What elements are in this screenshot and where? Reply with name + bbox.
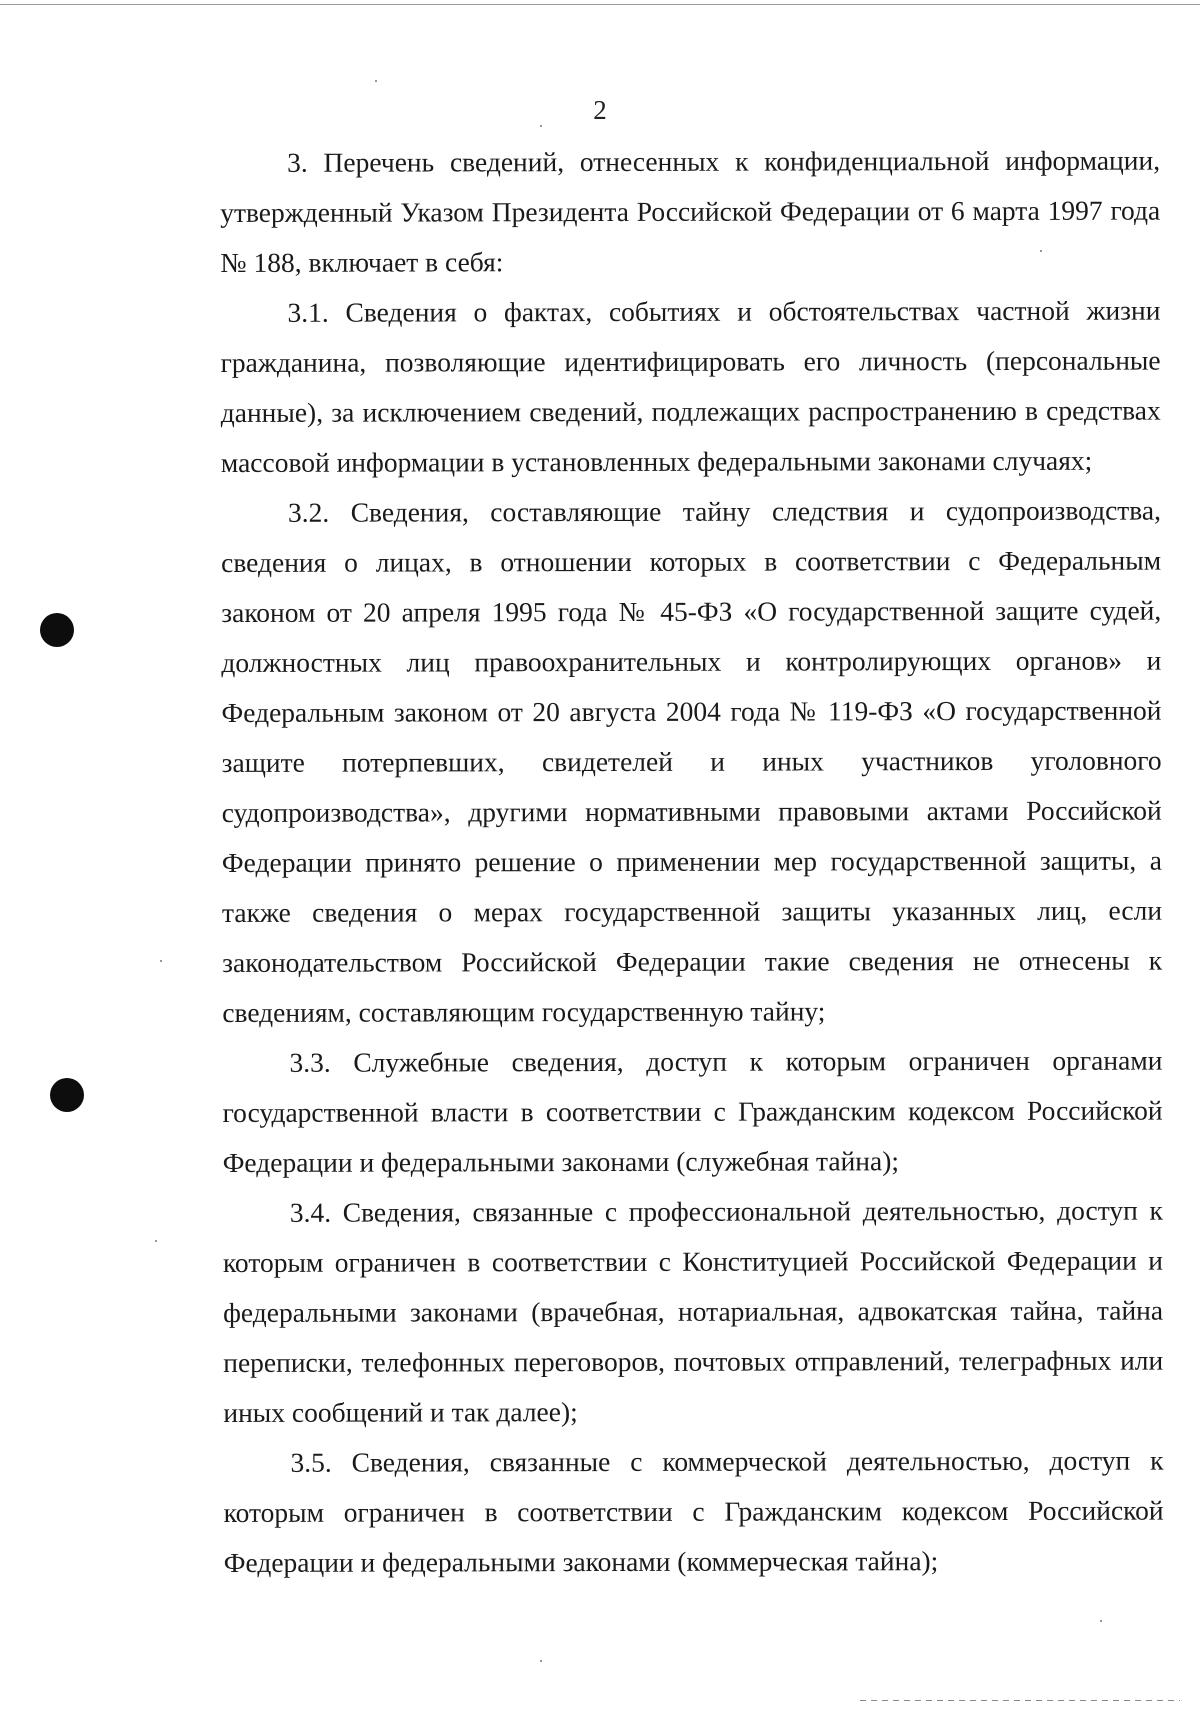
paragraph-3: 3. Перечень сведений, отнесенных к конфиденциальной информации, утвержденный Указом Президента Российской Федерации от 6 марта 1997 года № 188, включает в себя: <box>220 144 1161 278</box>
punch-hole-lower <box>50 1078 84 1112</box>
paragraph-3-1: 3.1. Сведения о фактах, событиях и обстоятельствах частной жизни гражданина, позволяющие идентифицировать его личность (персональные данные), за исключением сведений, подлежащих распространению в средствах массовой информации в установленных федеральными законами случаях; <box>220 294 1161 478</box>
scan-speck <box>1040 250 1042 252</box>
document-body <box>220 136 1164 1588</box>
scan-bottom-noise <box>860 1700 1180 1701</box>
scan-speck <box>540 125 542 127</box>
scan-speck <box>375 80 377 82</box>
paragraph-3-2: 3.2. Сведения, составляющие тайну следствия и судопроизводства, сведения о лицах, в отношении которых в соответствии с Федеральным законом от 20 апреля 1995 года № 45-ФЗ «О государственной защите судей, должностных лиц правоохранительных и контролирующих органов» и Федеральным законом от 20 августа 2004 года № 119-ФЗ «О государственной защите потерпевших, свидетелей и иных участников уголовного судопроизводства», другими нормативными правовыми актами Российской Федерации принято решение о применении мер государственной защиты, а также сведения о мерах государственной защиты указанных лиц, если законодательством Российской Федерации такие сведения не отнесены к сведениям, составляющим государственную тайну; <box>221 494 1163 1028</box>
paragraph-3-4: 3.4. Сведения, связанные с профессиональной деятельностью, доступ к которым ограничен в соответствии с Конституцией Российской Федерации и федеральными законами (врачебная, нотариальная, адвокатская тайна, тайна переписки, телефонных переговоров, почтовых отправлений, телеграфных или иных сообщений и так далее); <box>222 1194 1164 1428</box>
scan-speck <box>160 960 162 962</box>
scan-speck <box>155 1240 157 1242</box>
paragraph-3-3: 3.3. Служебные сведения, доступ к которым ограничен органами государственной власти в соответствии с Гражданским кодексом Российской Федерации и федеральными законами (служебная тайна); <box>222 1044 1163 1178</box>
punch-hole-upper <box>40 613 74 647</box>
scan-top-edge <box>0 4 1200 5</box>
page-number: 2 <box>593 95 607 125</box>
scan-speck <box>540 1660 542 1662</box>
scan-speck <box>1100 1620 1102 1622</box>
paragraph-3-5: 3.5. Сведения, связанные с коммерческой деятельностью, доступ к которым ограничен в соответствии с Гражданским кодексом Российской Федерации и федеральными законами (коммерческая тайна); <box>223 1444 1164 1578</box>
